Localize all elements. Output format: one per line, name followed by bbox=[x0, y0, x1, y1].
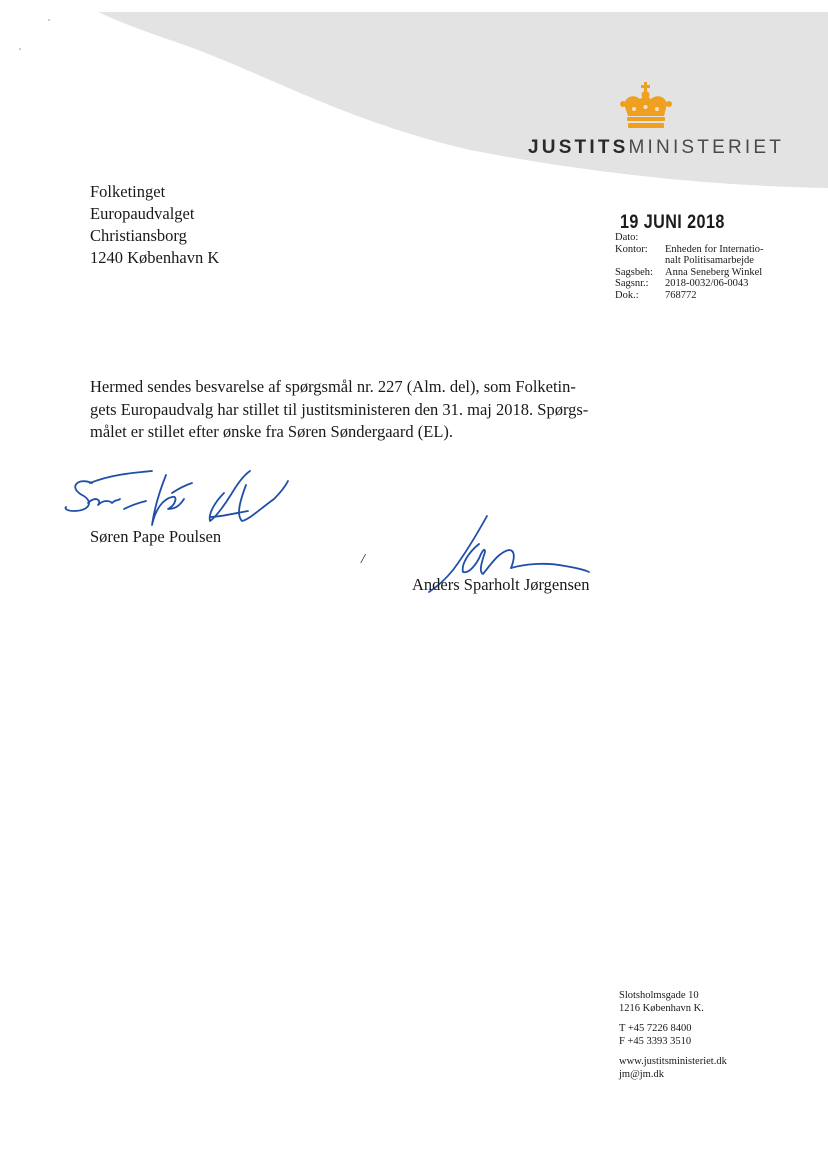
body-line: gets Europaudvalg har stillet til justitsministeren den 31. maj 2018. Spørgs- bbox=[90, 399, 589, 419]
dato-label: Dato: bbox=[615, 232, 639, 243]
sagsbeh-label: Sagsbeh: bbox=[615, 266, 653, 278]
scan-speck bbox=[48, 19, 50, 21]
recipient-line: Christiansborg bbox=[90, 226, 187, 245]
recipient-line: Folketinget bbox=[90, 182, 166, 201]
footer-fax: F +45 3393 3510 bbox=[619, 1035, 692, 1047]
kontor-label: Kontor: bbox=[615, 243, 648, 255]
case-metadata bbox=[615, 232, 764, 301]
footer-phone: T +45 7226 8400 bbox=[619, 1023, 692, 1034]
body-line: Hermed sendes besvarelse af spørgsmål nr. 227 (Alm. del), som Folketin- bbox=[90, 377, 576, 396]
sagsnr-value: 2018-0032/06-0043 bbox=[665, 278, 749, 289]
sagsbeh-value: Anna Seneberg Winkel bbox=[665, 266, 763, 278]
wordmark-bold: JUSTITS bbox=[528, 137, 629, 158]
wordmark-light: MINISTERIET bbox=[628, 137, 785, 158]
signature-separator: / bbox=[361, 552, 365, 567]
letter-body bbox=[90, 376, 608, 444]
body-line: målet er stillet efter ønske fra Søren Søndergaard (EL). bbox=[90, 422, 454, 441]
date-stamp: 19 JUNI 2018 bbox=[620, 212, 725, 233]
kontor-value-cont: nalt Politisamarbejde bbox=[665, 255, 754, 266]
footer-website: www.justitsministeriet.dk bbox=[619, 1056, 727, 1067]
footer-address-line: 1216 København K. bbox=[619, 1002, 704, 1014]
footer-email: jm@jm.dk bbox=[619, 1068, 664, 1080]
recipient-line: Europaudvalget bbox=[90, 204, 195, 223]
signatory-name-2: Anders Sparholt Jørgensen bbox=[412, 575, 590, 594]
dok-value: 768772 bbox=[665, 289, 697, 301]
recipient-line: 1240 København K bbox=[90, 248, 220, 267]
header-swoosh bbox=[0, 0, 828, 200]
recipient-address bbox=[90, 181, 219, 269]
sagsnr-label: Sagsnr.: bbox=[615, 278, 649, 289]
swoosh-shape bbox=[98, 12, 828, 188]
dok-label: Dok.: bbox=[615, 289, 639, 301]
scan-speck bbox=[19, 48, 21, 50]
crown-icon bbox=[618, 82, 674, 130]
kontor-value: Enheden for Internatio- bbox=[665, 243, 764, 255]
signatory-name-1: Søren Pape Poulsen bbox=[90, 527, 222, 546]
ministry-contact-footer bbox=[619, 990, 727, 1081]
footer-address-line: Slotsholmsgade 10 bbox=[619, 990, 699, 1001]
ministry-wordmark bbox=[528, 137, 784, 159]
